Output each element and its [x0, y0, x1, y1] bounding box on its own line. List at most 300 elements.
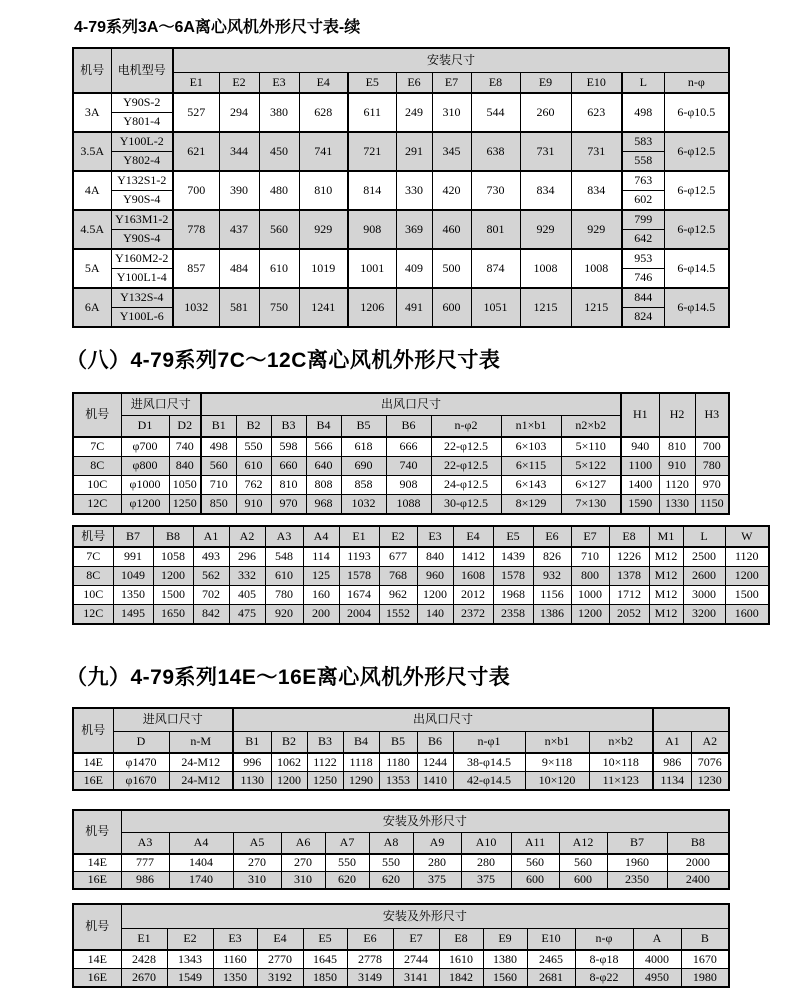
- cell: 1378: [609, 567, 649, 586]
- cell: 296: [229, 547, 265, 567]
- col-header: L: [622, 73, 664, 94]
- cell: 1350: [213, 969, 257, 988]
- col-header: E2: [167, 929, 213, 951]
- cell: 345: [432, 132, 471, 171]
- col-header: E8: [609, 526, 649, 547]
- col-header: E7: [571, 526, 609, 547]
- cell-jihao: 10C: [73, 586, 113, 605]
- cell: φ1670: [113, 772, 169, 791]
- col-header: D: [113, 732, 169, 754]
- cell: 2778: [347, 950, 393, 969]
- col-header: E4: [257, 929, 303, 951]
- cell-jihao: 14E: [73, 950, 121, 969]
- cell: 1050: [169, 476, 201, 495]
- cell: 1200: [571, 605, 609, 625]
- cell: 1980: [681, 969, 729, 988]
- cell: 1062: [271, 753, 307, 772]
- cell: 270: [233, 854, 281, 872]
- col-header: n-φ: [575, 929, 633, 951]
- cell: 666: [386, 437, 431, 457]
- col-header: A5: [233, 833, 281, 855]
- col-header: E3: [417, 526, 453, 547]
- cell: 22-φ12.5: [431, 437, 501, 457]
- cell: 544: [471, 93, 520, 132]
- cell: 991: [113, 547, 153, 567]
- cell: 1200: [417, 586, 453, 605]
- cell: 550: [369, 854, 413, 872]
- cell: 628: [299, 93, 348, 132]
- cell: 1000: [571, 586, 609, 605]
- cell: 2000: [667, 854, 729, 872]
- cell: 800: [571, 567, 609, 586]
- col-header: M1: [649, 526, 683, 547]
- table-14e-16e-inlet-outlet-dims: [72, 707, 730, 791]
- cell: φ1000: [121, 476, 169, 495]
- col-header: E5: [348, 73, 396, 94]
- cell: 8×129: [501, 495, 561, 515]
- table-7c-12c-overall-dims: [72, 525, 770, 625]
- cell: 10×120: [525, 772, 589, 791]
- header-jihao: 机号: [73, 904, 121, 950]
- cell: 1608: [453, 567, 493, 586]
- cell: 1120: [725, 547, 769, 567]
- cell: 1230: [691, 772, 729, 791]
- col-header: E4: [299, 73, 348, 94]
- cell: 3141: [393, 969, 439, 988]
- cell: 1134: [653, 772, 691, 791]
- cell: 1842: [439, 969, 483, 988]
- cell: 1968: [493, 586, 533, 605]
- cell: 3149: [347, 969, 393, 988]
- cell: 731: [571, 132, 622, 171]
- table-row: [73, 495, 729, 515]
- cell: 986: [121, 872, 169, 890]
- cell: 24-φ12.5: [431, 476, 501, 495]
- cell: 600: [559, 872, 607, 890]
- cell: 1215: [571, 288, 622, 327]
- cell: 2465: [527, 950, 575, 969]
- header-jihao: 机号: [73, 526, 113, 547]
- cell: 460: [432, 210, 471, 249]
- cell: 2052: [609, 605, 649, 625]
- cell: 1645: [303, 950, 347, 969]
- cell: 710: [571, 547, 609, 567]
- cell: 3192: [257, 969, 303, 988]
- cell: 2770: [257, 950, 303, 969]
- cell: 200: [303, 605, 339, 625]
- col-header: E2: [379, 526, 417, 547]
- cell: 908: [386, 476, 431, 495]
- cell: 940: [621, 437, 659, 457]
- cell: 270: [281, 854, 325, 872]
- col-header: E4: [453, 526, 493, 547]
- col-header: A2: [691, 732, 729, 754]
- cell-motor: Y90S-2: [111, 93, 173, 113]
- cell: 280: [413, 854, 461, 872]
- cell: 475: [229, 605, 265, 625]
- cell: 1118: [343, 753, 379, 772]
- cell: 690: [341, 457, 386, 476]
- cell: 7×130: [561, 495, 621, 515]
- cell: 710: [201, 476, 236, 495]
- cell-jihao: 10C: [73, 476, 121, 495]
- cell: 527: [173, 93, 219, 132]
- col-header: H3: [695, 393, 729, 437]
- table-row: [73, 969, 729, 988]
- col-header: E2: [219, 73, 259, 94]
- cell: 640: [306, 457, 341, 476]
- cell: 1156: [533, 586, 571, 605]
- cell: 500: [432, 249, 471, 288]
- col-header: A: [633, 929, 681, 951]
- col-header: E7: [432, 73, 471, 94]
- cell: 260: [520, 93, 571, 132]
- table-row: [73, 249, 729, 269]
- cell: 638: [471, 132, 520, 171]
- cell: 560: [511, 854, 559, 872]
- cell: 390: [219, 171, 259, 210]
- header-outlet-dims: 出风口尺寸: [201, 393, 621, 416]
- cell: 1226: [609, 547, 649, 567]
- header-install-overall-dims: 安装及外形尺寸: [121, 904, 729, 929]
- cell: 953: [622, 249, 664, 269]
- cell: 1200: [153, 567, 193, 586]
- cell: 294: [219, 93, 259, 132]
- cell: 24-M12: [169, 753, 233, 772]
- cell: 437: [219, 210, 259, 249]
- cell: 746: [622, 269, 664, 289]
- col-header: A1: [653, 732, 691, 754]
- cell: 621: [173, 132, 219, 171]
- cell-jihao: 3.5A: [73, 132, 111, 171]
- cell-jihao: 6A: [73, 288, 111, 327]
- cell: 1290: [343, 772, 379, 791]
- cell: 405: [229, 586, 265, 605]
- cell: 291: [396, 132, 432, 171]
- cell: 6-φ10.5: [664, 93, 729, 132]
- col-header: B2: [271, 732, 307, 754]
- col-header: E5: [493, 526, 533, 547]
- header-install-dims: 安装尺寸: [173, 48, 729, 73]
- col-header: B6: [386, 416, 431, 438]
- cell: 6×103: [501, 437, 561, 457]
- cell: 677: [379, 547, 417, 567]
- cell: φ800: [121, 457, 169, 476]
- table-7c-12c-inlet-outlet-dims: [72, 392, 730, 515]
- cell: 1740: [169, 872, 233, 890]
- cell: 1250: [307, 772, 343, 791]
- cell: 1200: [271, 772, 307, 791]
- cell: 6×127: [561, 476, 621, 495]
- cell: 970: [695, 476, 729, 495]
- table-row: [73, 567, 769, 586]
- table-row: [73, 393, 729, 416]
- cell-motor: Y802-4: [111, 152, 173, 172]
- cell: 850: [201, 495, 236, 515]
- col-header: A4: [303, 526, 339, 547]
- cell: 1008: [571, 249, 622, 288]
- cell: 810: [299, 171, 348, 210]
- cell: 834: [520, 171, 571, 210]
- table-row: [73, 586, 769, 605]
- cell: 730: [471, 171, 520, 210]
- cell: 140: [417, 605, 453, 625]
- col-header: E8: [471, 73, 520, 94]
- cell: 960: [417, 567, 453, 586]
- col-header: B3: [271, 416, 306, 438]
- cell: M12: [649, 547, 683, 567]
- col-header: E10: [571, 73, 622, 94]
- cell: 920: [265, 605, 303, 625]
- cell-jihao: 4A: [73, 171, 111, 210]
- col-header: W: [725, 526, 769, 547]
- col-header: E9: [520, 73, 571, 94]
- cell: 962: [379, 586, 417, 605]
- col-header: B4: [306, 416, 341, 438]
- cell-jihao: 8C: [73, 567, 113, 586]
- cell: 858: [341, 476, 386, 495]
- cell-jihao: 3A: [73, 93, 111, 132]
- cell: 114: [303, 547, 339, 567]
- cell: 498: [201, 437, 236, 457]
- cell: 810: [659, 437, 695, 457]
- cell: 929: [299, 210, 348, 249]
- col-header: E9: [483, 929, 527, 951]
- cell-motor: Y100L-6: [111, 308, 173, 328]
- cell: 1495: [113, 605, 153, 625]
- col-header: E6: [396, 73, 432, 94]
- cell: 600: [432, 288, 471, 327]
- table-row: [73, 732, 729, 754]
- cell: 1552: [379, 605, 417, 625]
- cell-motor: Y90S-4: [111, 191, 173, 211]
- cell-jihao: 12C: [73, 495, 121, 515]
- col-header: n×b2: [589, 732, 653, 754]
- table-row: [73, 132, 729, 152]
- col-header: B6: [417, 732, 453, 754]
- col-header: B8: [153, 526, 193, 547]
- cell: 1412: [453, 547, 493, 567]
- header-jihao: 机号: [73, 708, 113, 753]
- col-header: E6: [347, 929, 393, 951]
- cell: 6-φ12.5: [664, 210, 729, 249]
- cell: 560: [559, 854, 607, 872]
- cell: 826: [533, 547, 571, 567]
- cell: 1180: [379, 753, 417, 772]
- cell: 1850: [303, 969, 347, 988]
- cell: 762: [236, 476, 271, 495]
- cell: 10×118: [589, 753, 653, 772]
- cell: 857: [173, 249, 219, 288]
- table-row: [73, 171, 729, 191]
- cell: 600: [511, 872, 559, 890]
- cell: 598: [271, 437, 306, 457]
- section-heading-9: （九）4-79系列14E～16E离心风机外形尺寸表: [66, 666, 511, 689]
- cell: 6-φ12.5: [664, 171, 729, 210]
- col-header: A12: [559, 833, 607, 855]
- table-row: [73, 437, 729, 457]
- cell: 344: [219, 132, 259, 171]
- cell: 1019: [299, 249, 348, 288]
- table-row: [73, 476, 729, 495]
- cell: 4000: [633, 950, 681, 969]
- cell-motor: Y100L-2: [111, 132, 173, 152]
- col-header: n-φ2: [431, 416, 501, 438]
- cell: 332: [229, 567, 265, 586]
- col-header: A11: [511, 833, 559, 855]
- cell: 1032: [341, 495, 386, 515]
- cell: 1500: [725, 586, 769, 605]
- cell: 910: [659, 457, 695, 476]
- col-header: D1: [121, 416, 169, 438]
- col-header: n2×b2: [561, 416, 621, 438]
- cell: 550: [236, 437, 271, 457]
- col-header: n-φ1: [453, 732, 525, 754]
- cell: 1404: [169, 854, 233, 872]
- cell: 780: [695, 457, 729, 476]
- cell: 2500: [683, 547, 725, 567]
- col-header: A9: [413, 833, 461, 855]
- cell: 125: [303, 567, 339, 586]
- cell: 1130: [233, 772, 271, 791]
- cell: 1500: [153, 586, 193, 605]
- cell: 620: [325, 872, 369, 890]
- cell: 2372: [453, 605, 493, 625]
- cell: 778: [173, 210, 219, 249]
- header-blank-group: [653, 708, 729, 732]
- table-row: [73, 93, 729, 113]
- cell: 2428: [121, 950, 167, 969]
- cell: 1670: [681, 950, 729, 969]
- cell: 721: [348, 132, 396, 171]
- cell: 310: [281, 872, 325, 890]
- cell-jihao: 5A: [73, 249, 111, 288]
- cell: 731: [520, 132, 571, 171]
- table-row: [73, 457, 729, 476]
- table-row: [73, 872, 729, 890]
- col-header: A6: [281, 833, 325, 855]
- col-header: H2: [659, 393, 695, 437]
- table-14e-16e-install-dims-a: [72, 809, 730, 890]
- header-install-overall-dims: 安装及外形尺寸: [121, 810, 729, 833]
- cell: 7076: [691, 753, 729, 772]
- cell: 2400: [667, 872, 729, 890]
- cell: 932: [533, 567, 571, 586]
- col-header: E1: [339, 526, 379, 547]
- table-row: [73, 288, 729, 308]
- table-row: [73, 854, 729, 872]
- table-row: [73, 833, 729, 855]
- cell: 814: [348, 171, 396, 210]
- cell: 986: [653, 753, 691, 772]
- cell: 1578: [493, 567, 533, 586]
- col-header: B1: [201, 416, 236, 438]
- cell: 1380: [483, 950, 527, 969]
- cell: 1051: [471, 288, 520, 327]
- cell: 1032: [173, 288, 219, 327]
- cell: 4950: [633, 969, 681, 988]
- cell: 22-φ12.5: [431, 457, 501, 476]
- cell-jihao: 14E: [73, 854, 121, 872]
- cell: 562: [193, 567, 229, 586]
- col-header: E1: [173, 73, 219, 94]
- cell: 42-φ14.5: [453, 772, 525, 791]
- cell: 280: [461, 854, 511, 872]
- cell: 409: [396, 249, 432, 288]
- cell: 1712: [609, 586, 649, 605]
- table-14e-16e-install-dims-e: [72, 903, 730, 988]
- cell: 808: [306, 476, 341, 495]
- col-header: E5: [303, 929, 347, 951]
- col-header: E3: [259, 73, 299, 94]
- cell: 1120: [659, 476, 695, 495]
- header-motor-model: 电机型号: [111, 48, 173, 93]
- cell: 498: [622, 93, 664, 132]
- cell: 310: [432, 93, 471, 132]
- table-3a-6a-install-dims: [72, 47, 730, 328]
- cell-motor: Y100L1-4: [111, 269, 173, 289]
- cell: 6-φ14.5: [664, 288, 729, 327]
- cell: 740: [169, 437, 201, 457]
- cell: M12: [649, 567, 683, 586]
- col-header: L: [683, 526, 725, 547]
- table-row: [73, 48, 729, 73]
- cell: 548: [265, 547, 303, 567]
- cell: 810: [271, 476, 306, 495]
- cell: 330: [396, 171, 432, 210]
- cell: 1578: [339, 567, 379, 586]
- col-header: A4: [169, 833, 233, 855]
- cell: 908: [348, 210, 396, 249]
- cell: 1549: [167, 969, 213, 988]
- cell: 1590: [621, 495, 659, 515]
- cell: 1674: [339, 586, 379, 605]
- cell: 1100: [621, 457, 659, 476]
- cell: 249: [396, 93, 432, 132]
- cell: 1058: [153, 547, 193, 567]
- cell: 750: [259, 288, 299, 327]
- table-row: [73, 605, 769, 625]
- col-header: n-φ: [664, 73, 729, 94]
- col-header: A1: [193, 526, 229, 547]
- cell: 1610: [439, 950, 483, 969]
- header-outlet-dims: 出风口尺寸: [233, 708, 653, 732]
- cell: 700: [695, 437, 729, 457]
- header-jihao: 机号: [73, 810, 121, 854]
- cell: 1122: [307, 753, 343, 772]
- cell: 1215: [520, 288, 571, 327]
- cell: 1650: [153, 605, 193, 625]
- cell: 842: [193, 605, 229, 625]
- cell: 780: [265, 586, 303, 605]
- col-header: B8: [667, 833, 729, 855]
- cell: M12: [649, 586, 683, 605]
- cell: 611: [348, 93, 396, 132]
- cell-motor: Y163M1-2: [111, 210, 173, 230]
- cell: 6×143: [501, 476, 561, 495]
- cell: 2681: [527, 969, 575, 988]
- table-row: [73, 753, 729, 772]
- cell: 1600: [725, 605, 769, 625]
- col-header: B4: [343, 732, 379, 754]
- cell: 741: [299, 132, 348, 171]
- cell-jihao: 7C: [73, 437, 121, 457]
- cell: 30-φ12.5: [431, 495, 501, 515]
- cell: 929: [520, 210, 571, 249]
- cell: 874: [471, 249, 520, 288]
- cell: 2358: [493, 605, 533, 625]
- cell: 1241: [299, 288, 348, 327]
